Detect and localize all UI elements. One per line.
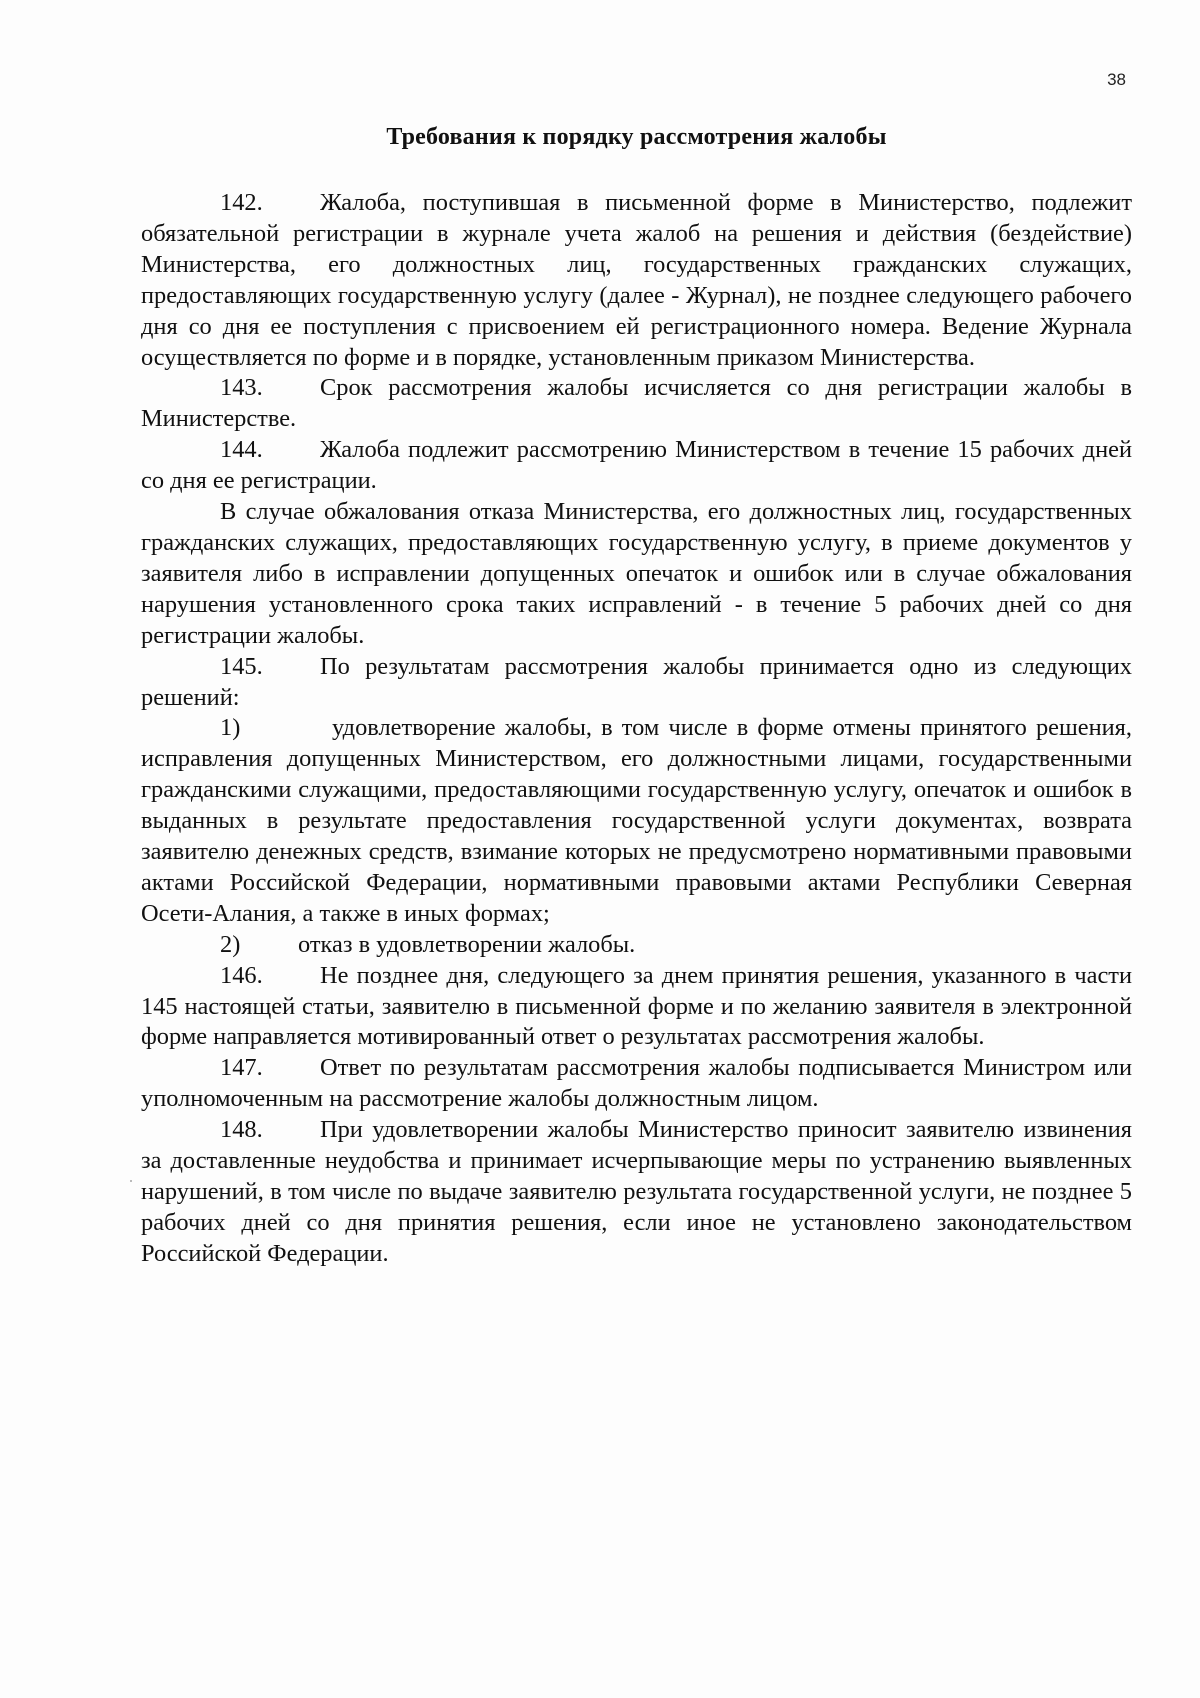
paragraph-text: При удовлетворении жалобы Министерство приносит заявителю извинения за доставленные неудобства и принимает исчерпывающие меры по устранению выявленных нарушений, в том числе по выдаче заявителю результата государственной услуги, не позднее 5 рабочих дней со дня принятия решения, если иное не установлено законодательством Российской Федерации.	[141, 1116, 1132, 1267]
list-item-number: 2)	[220, 930, 241, 958]
document-body	[141, 188, 1132, 1270]
paragraph-number: 142.	[220, 189, 263, 216]
paragraph-148	[141, 1115, 1132, 1270]
paragraph-text: По результатам рассмотрения жалобы принимается одно из следующих решений:	[141, 652, 1132, 711]
page-number: 38	[1107, 70, 1126, 89]
paragraph-text: Срок рассмотрения жалобы исчисляется со дня регистрации жалобы в Министерстве.	[141, 374, 1132, 433]
paragraph-146	[141, 961, 1132, 1054]
paragraph-text: Жалоба подлежит рассмотрению Министерством в течение 15 рабочих дней со дня ее регистрации.	[141, 436, 1132, 495]
list-item-1	[141, 713, 1132, 929]
paragraph-text: Ответ по результатам рассмотрения жалобы подписывается Министром или уполномоченным на рассмотрение жалобы должностным лицом.	[141, 1054, 1132, 1113]
paragraph-number: 146.	[220, 961, 263, 989]
paragraph-number: 143.	[220, 374, 263, 402]
paragraph-144-continuation	[141, 497, 1132, 652]
paragraph-143	[141, 373, 1132, 435]
list-item-text: отказ в удовлетворении жалобы.	[298, 930, 636, 958]
list-item-text: удовлетворение жалобы, в том числе в форме отмены принятого решения, исправления допущенных Министерством, его должностными лицами, государственными гражданскими служащими, предоставляющими государственную услугу, опечаток и ошибок в выданных в результате предоставления государственной услуги документах, возврата заявителю денежных средств, взимание которых не предусмотрено нормативными правовыми актами Российской Федерации, нормативными правовыми актами Республики Северная Осети-Алания, а также в иных формах;	[141, 714, 1132, 927]
paragraph-number: 145.	[220, 652, 263, 680]
paragraph-text: Не позднее дня, следующего за днем принятия решения, указанного в части 145 настоящей статьи, заявителю в письменной форме и по желанию заявителя в электронной форме направляется мотивированный ответ о результатах рассмотрения жалобы.	[141, 961, 1132, 1051]
scan-artifact	[130, 1180, 132, 1182]
paragraph-number: 148.	[220, 1116, 263, 1144]
paragraph-number: 147.	[220, 1054, 263, 1082]
paragraph-142	[141, 188, 1132, 373]
paragraph-text: Жалоба, поступившая в письменной форме в Министерство, подлежит обязательной регистрации в журнале учета жалоб на решения и действия (бездействие) Министерства, его должностных лиц, государственных гражданских служащих, предоставляющих государственную услугу (далее - Журнал), не позднее следующего рабочего дня со дня ее поступления с присвоением ей регистрационного номера. Ведение Журнала осуществляется по форме и в порядке, установленным приказом Министерства.	[141, 189, 1132, 371]
list-item-2	[141, 930, 1132, 961]
paragraph-text: В случае обжалования отказа Министерства, его должностных лиц, государственных гражданских служащих, предоставляющих государственную услугу, в приеме документов у заявителя либо в исправлении допущенных опечаток и ошибок или в случае обжалования нарушения установленного срока таких исправлений - в течение 5 рабочих дней со дня регистрации жалобы.	[141, 498, 1132, 649]
paragraph-number: 144.	[220, 436, 263, 464]
paragraph-144	[141, 435, 1132, 497]
section-heading: Требования к порядку рассмотрения жалобы	[386, 124, 887, 150]
paragraph-145	[141, 652, 1132, 714]
paragraph-147	[141, 1053, 1132, 1115]
list-item-number: 1)	[220, 714, 241, 742]
